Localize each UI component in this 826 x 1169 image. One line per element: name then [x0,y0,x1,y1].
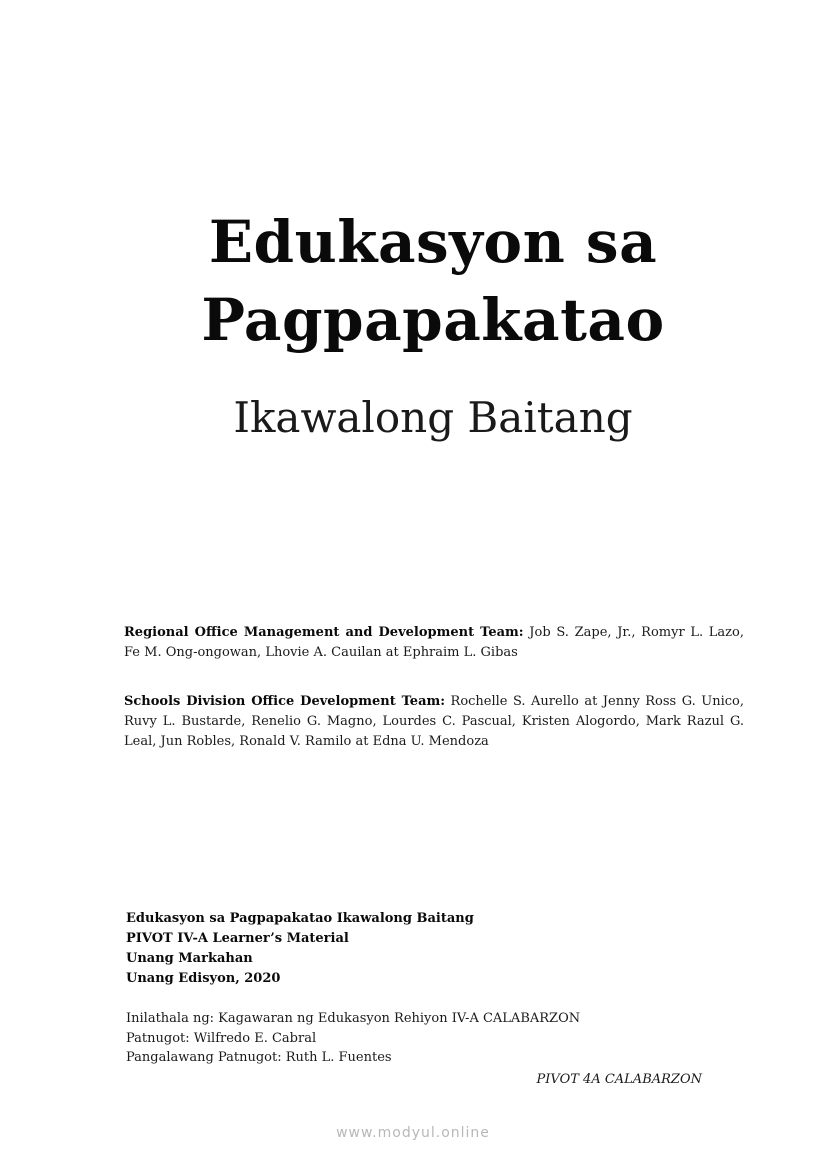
sdo-team-label: Schools Division Office Development Team: [124,694,446,709]
watermark: www.modyul.online [336,1125,490,1141]
editor-line: Patnugot: Wilfredo E. Cabral [126,1030,317,1046]
pivot-tag: PIVOT 4A CALABARZON [536,1072,702,1087]
cover-title-line-2: Pagpapakatao [201,286,665,354]
book-info [126,909,474,989]
publisher-line: Inilathala ng: Kagawaran ng Edukasyon Rehiyon IV-A CALABARZON [126,1011,581,1026]
book-info-edition: Unang Edisyon, 2020 [126,971,281,986]
book-info-material: PIVOT IV-A Learner’s Material [126,931,349,946]
book-info-title: Edukasyon sa Pagpapakatao Ikawalong Baitang [126,911,474,926]
publication-info [126,1009,580,1068]
sdo-team-members: Rochelle S. Aurello at Jenny Ross G. Unico, Ruvy L. Bustarde, Renelio G. Magno, Lourdes C. Pascual, Kristen Alogordo, Mark Razul G. Leal, Jun Robles, Ronald V. Ramilo at Edna U. Mendoza [124,694,744,749]
assistant-editor-line: Pangalawang Patnugot: Ruth L. Fuentes [126,1050,392,1065]
book-info-quarter: Unang Markahan [126,951,253,966]
cover-title-line-1: Edukasyon sa [208,208,658,276]
regional-team-members: Job S. Zape, Jr., Romyr L. Lazo, Fe M. Ong-ongowan, Lhovie A. Cauilan at Ephraim L. Gibas [124,625,744,660]
regional-team-paragraph [124,623,744,663]
regional-team-label: Regional Office Management and Development Team: [124,625,524,640]
cover-subtitle: Ikawalong Baitang [233,393,633,442]
cover-title [0,203,826,359]
sdo-team-paragraph [124,692,744,752]
